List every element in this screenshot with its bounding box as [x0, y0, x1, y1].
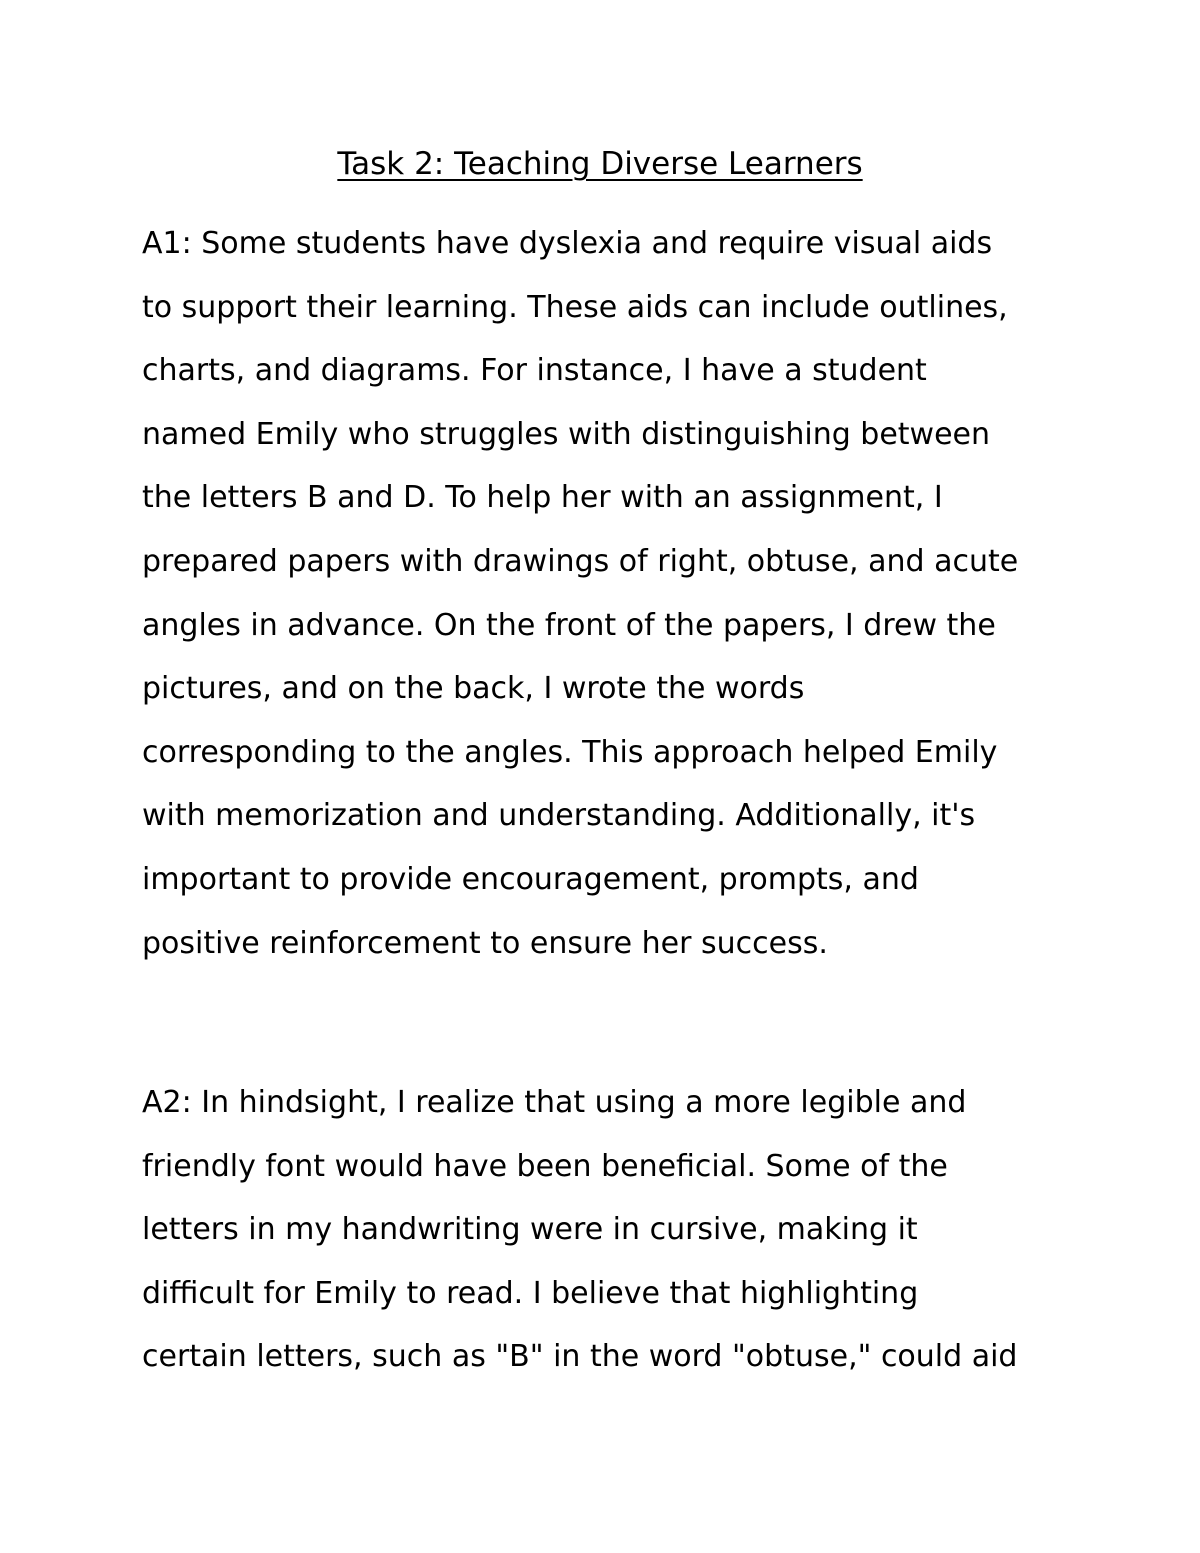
text-line: with memorization and understanding. Additionally, it's: [142, 798, 976, 834]
text-line: to support their learning. These aids can include outlines,: [142, 289, 1008, 325]
text-line: letters in my handwriting were in cursive, making it: [142, 1212, 918, 1248]
text-line: angles in advance. On the front of the papers, I drew the: [142, 607, 996, 643]
text-line: corresponding to the angles. This approach helped Emily: [142, 734, 998, 770]
page-title-text: Task 2: Teaching Diverse Learners: [337, 146, 863, 182]
text-line: pictures, and on the back, I wrote the words: [142, 671, 805, 707]
text-line: the letters B and D. To help her with an assignment, I: [142, 480, 943, 516]
page-title: [0, 140, 1200, 188]
paragraph-a1: [142, 212, 1102, 975]
text-line: prepared papers with drawings of right, obtuse, and acute: [142, 543, 1019, 579]
text-line: charts, and diagrams. For instance, I have a student: [142, 353, 927, 389]
text-line: positive reinforcement to ensure her success.: [142, 925, 828, 961]
text-line: friendly font would have been beneficial. Some of the: [142, 1148, 948, 1184]
paragraph-a2: [142, 1071, 1102, 1389]
text-line: certain letters, such as "B" in the word "obtuse," could aid: [142, 1339, 1018, 1375]
text-line: important to provide encouragement, prompts, and: [142, 861, 919, 897]
text-line: difficult for Emily to read. I believe that highlighting: [142, 1275, 919, 1311]
text-line: named Emily who struggles with distinguishing between: [142, 416, 991, 452]
text-line: A1: Some students have dyslexia and require visual aids: [142, 226, 993, 261]
text-line: A2: In hindsight, I realize that using a more legible and: [142, 1085, 967, 1120]
